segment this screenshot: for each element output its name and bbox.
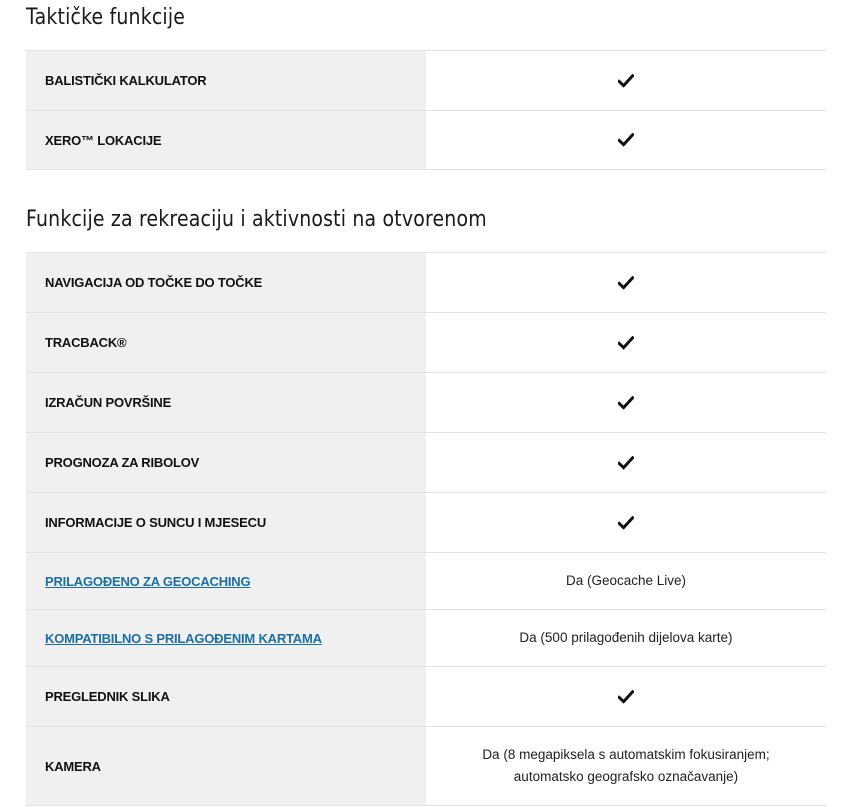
row-label-ballistic-calculator: BALISTIČKI KALKULATOR <box>26 51 426 111</box>
row-label-image-viewer: PREGLEDNIK SLIKA <box>26 667 426 727</box>
row-value <box>426 111 826 170</box>
row-value-geocaching: Da (Geocache Live) <box>426 553 826 610</box>
camera-value-line-1: Da (8 megapiksela s automatskim fokusiranjem; <box>482 747 770 762</box>
checkmark-icon <box>618 690 634 704</box>
row-label-camera: KAMERA <box>26 727 426 806</box>
section-title-tactical: Taktičke funkcije <box>26 5 186 30</box>
checkmark-icon <box>618 74 634 88</box>
table-row <box>26 111 826 170</box>
row-label-point-to-point: NAVIGACIJA OD TOČKE DO TOČKE <box>26 253 426 313</box>
table-row <box>26 727 826 806</box>
row-value <box>426 493 826 553</box>
row-value <box>426 373 826 433</box>
row-value <box>426 667 826 727</box>
row-label-area-calculation: IZRAČUN POVRŠINE <box>26 373 426 433</box>
row-label-fishing-forecast: PROGNOZA ZA RIBOLOV <box>26 433 426 493</box>
recreation-features-table <box>26 252 826 806</box>
checkmark-icon <box>618 396 634 410</box>
row-value-camera <box>426 727 826 806</box>
table-row <box>26 253 826 313</box>
table-row <box>26 493 826 553</box>
table-row <box>26 553 826 610</box>
row-label-custom-maps <box>26 610 426 667</box>
table-row <box>26 373 826 433</box>
row-label-xero-locations: XERO™ LOKACIJE <box>26 111 426 170</box>
row-value <box>426 51 826 111</box>
section-title-recreation: Funkcije za rekreaciju i aktivnosti na otvorenom <box>26 207 487 232</box>
row-value <box>426 433 826 493</box>
row-label-tracback: TRACBACK® <box>26 313 426 373</box>
geocaching-link[interactable]: PRILAGOĐENO ZA GEOCACHING <box>45 573 251 589</box>
table-row <box>26 51 826 111</box>
checkmark-icon <box>618 456 634 470</box>
table-row <box>26 313 826 373</box>
camera-value-line-2: automatsko geografsko označavanje) <box>513 769 739 784</box>
checkmark-icon <box>618 336 634 350</box>
table-row <box>26 433 826 493</box>
checkmark-icon <box>618 276 634 290</box>
custom-maps-link[interactable]: KOMPATIBILNO S PRILAGOĐENIM KARTAMA <box>45 630 322 646</box>
table-row <box>26 610 826 667</box>
row-label-geocaching <box>26 553 426 610</box>
row-label-sun-moon-info: INFORMACIJE O SUNCU I MJESECU <box>26 493 426 553</box>
row-value <box>426 253 826 313</box>
row-value-custom-maps: Da (500 prilagođenih dijelova karte) <box>426 610 826 667</box>
tactical-features-table <box>26 50 826 170</box>
checkmark-icon <box>618 516 634 530</box>
row-value <box>426 313 826 373</box>
checkmark-icon <box>618 133 634 147</box>
table-row <box>26 667 826 727</box>
